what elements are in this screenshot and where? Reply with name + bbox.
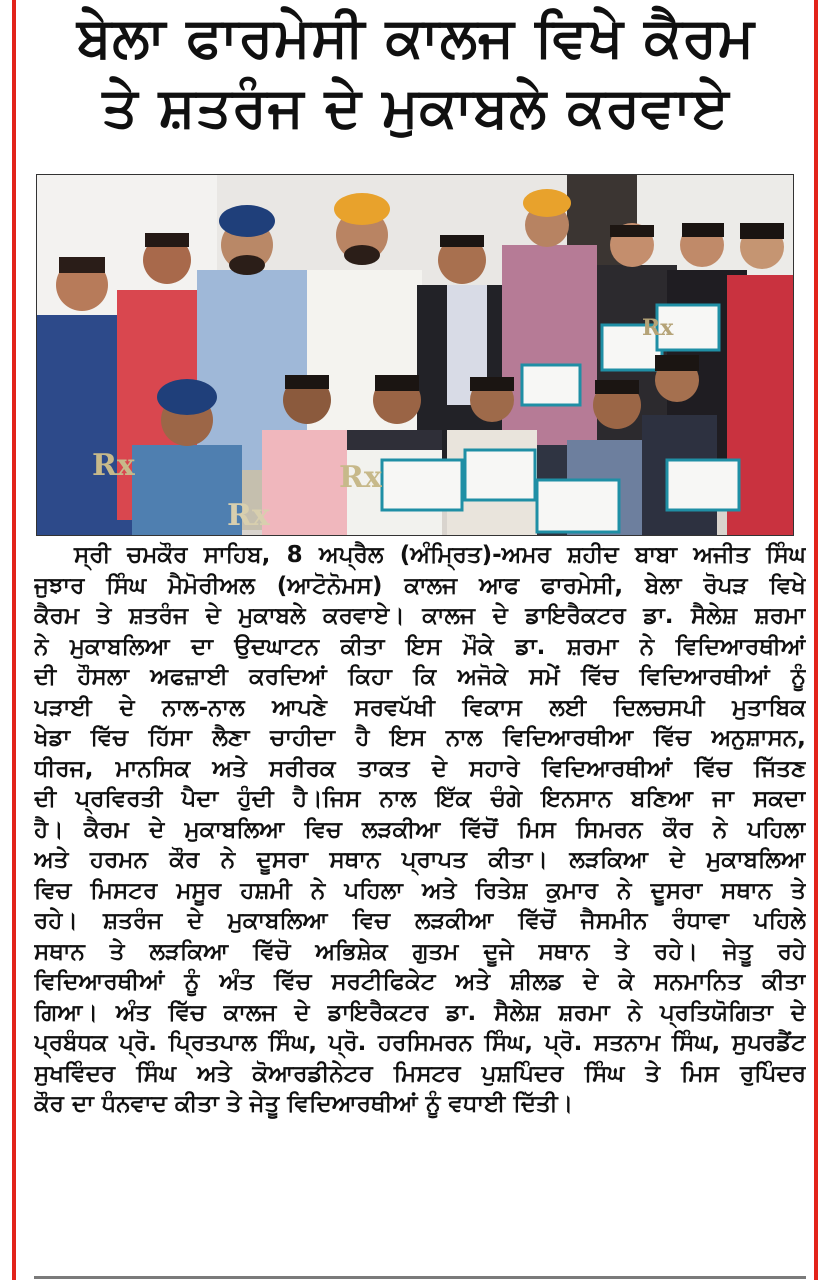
article-word: ਸੈਲੇਸ਼ — [690, 603, 738, 629]
article-word: ਵਿੱਚ — [274, 969, 312, 995]
article-word: ਵਿਦਿਆਰਥੀਆ — [502, 725, 634, 751]
article-word: ਰੁਪਿੰਦਰ — [739, 1060, 806, 1087]
article-word: ਕਿਹਾ — [348, 664, 392, 690]
article-word: ਵਿਚ — [352, 908, 390, 934]
article-word: ਮੁਤਾਬਿਕ — [732, 694, 806, 721]
article-word: ਸ਼ਤਰੰਜ — [102, 908, 163, 934]
article-word: ਸਿੰਘ, — [671, 1030, 721, 1056]
article-word: ਦੀ — [34, 664, 57, 690]
article-word: ਮਸੂਰ — [176, 877, 222, 904]
article-word: ਕੀਤਾ। — [488, 847, 548, 873]
article-line — [34, 571, 806, 602]
article-line — [34, 998, 806, 1029]
article-word: ਦੇ — [187, 908, 203, 934]
article-word: ਸ਼ੀਲਡ — [510, 969, 563, 995]
placard-text-3: Rx — [339, 460, 382, 495]
headline — [22, 2, 810, 142]
article-word: ਧੀਰਜ, — [34, 755, 94, 782]
article-word: ਵਿਦਿਆਰਥੀਆਂ — [541, 755, 673, 782]
article-word: ਸ਼ਰਮਾ — [754, 603, 806, 629]
article-word: ਨੇ — [310, 877, 326, 904]
article-word: ਨੇ — [627, 999, 643, 1026]
article-word: ਡਾਇਰੈਕਟਰ — [327, 999, 429, 1026]
article-word: ਦੇ — [583, 969, 599, 995]
article-word: ਮੁਕਾਬਲਿਆ — [184, 816, 285, 843]
article-word: ਦੇ — [294, 999, 310, 1026]
article-word: ਪ੍ਰਾਪਤ — [401, 847, 468, 873]
article-word: ਮੁਕਾਬਲਿਆ — [69, 633, 170, 660]
article-word: ਵਿਦਿਆਰਥੀਆਂ — [639, 664, 770, 690]
article-word: ਕੁਮਾਰ — [546, 877, 599, 904]
article-word: ਅਭਿਸ਼ੇਕ — [315, 938, 388, 965]
news-photo — [36, 174, 794, 536]
article-word: ਮਿਸਟਰ — [393, 1060, 461, 1087]
page-border-left — [12, 0, 16, 1280]
article-word: ਰੋਪੜ — [703, 572, 748, 599]
article-word: ਵਿੱਚ — [168, 999, 206, 1026]
article-word: ਦੇ — [669, 847, 685, 873]
article-word: ਵਿੱਚੋ — [253, 938, 291, 965]
article-word: ਵਿੱਚੋਂ — [460, 816, 498, 843]
article-word: ਨੂੰ — [184, 969, 200, 995]
article-word: ਦੇ — [205, 603, 221, 629]
article-word: ਦੇ — [492, 603, 508, 629]
article-word: ਪੁਸ਼ਪਿੰਦਰ — [481, 1060, 564, 1087]
article-word: ਤੇ — [226, 1091, 250, 1117]
article-word: ਰਹੇ। — [34, 908, 78, 934]
article-word: ਚਮਕੌਰ — [126, 542, 188, 568]
article-word: ਨੇ — [617, 877, 632, 904]
article-word: ਪ੍ਰਤਿਯੋਗਿਤਾ — [659, 999, 773, 1026]
article-word: ਵਿਖੇ — [769, 572, 806, 599]
article-word: ਸਤਨਾਮ — [594, 1030, 661, 1056]
article-word: ਕਿ — [413, 664, 437, 690]
article-word: ਡਾ. — [446, 999, 477, 1026]
article-word: ਸਥਾਨ — [34, 938, 85, 965]
article-word: ਵਧਾਈ — [448, 1091, 514, 1117]
article-word: ਜਿੱਤਣ — [753, 755, 806, 782]
article-word: ਕੈਰਮ — [83, 816, 129, 843]
article-word: ਕੀਤਾ — [174, 1091, 227, 1117]
article-word: ਵਿਦਿਆਰਥੀਆਂ — [287, 1091, 426, 1117]
article-word: ਅਪ੍ਰੈਲ — [319, 542, 384, 568]
article-line — [34, 815, 806, 846]
article-word: ਦਾ — [191, 633, 213, 660]
article-word: ਬਣਿਆ — [631, 786, 693, 812]
article-word: ਸਥਾਨ — [721, 877, 772, 904]
article-word: ਲਈ — [549, 694, 587, 721]
article-word: ਨੂੰ — [790, 664, 806, 690]
article-word: ਦਿਲਚਸਪੀ — [613, 694, 705, 721]
article-word: ਸਥਾਨ — [329, 847, 381, 873]
article-line — [34, 693, 806, 724]
article-word: ਉਦਘਾਟਨ — [234, 633, 320, 660]
article-word: ਚਾਹੀਦਾ — [269, 725, 335, 751]
article-word: ਸਿਮਰਨ — [576, 816, 643, 843]
article-word: ਆਪਣੇ — [272, 694, 328, 721]
article-word: ਗਿਆ। — [34, 999, 98, 1026]
article-word: ਕੌਰ — [169, 847, 200, 873]
article-word: ਸ਼ਹੀਦ — [567, 542, 619, 568]
article-word: (ਆਟੋਨੋਮਸ) — [276, 572, 383, 599]
article-word: ਕਰਦਿਆਂ — [249, 664, 327, 690]
article-word: ਮਿਸਟਰ — [90, 877, 158, 904]
article-word: ਹੈ।ਜਿਸ — [293, 786, 361, 812]
article-word: ਜੇਤੂ — [249, 1091, 288, 1117]
article-word: ਡਾ. — [643, 603, 674, 629]
article-word: ਦੇ — [790, 999, 806, 1026]
article-word: ਵਿੱਚ — [90, 725, 128, 751]
article-word: ਇਸ — [406, 633, 442, 660]
article-word: ਆਫ — [479, 572, 520, 599]
article-word: ਹੁੰਦੀ — [237, 786, 274, 812]
article-word: ਕੋਆਰਡੀਨੇਟਰ — [252, 1060, 373, 1087]
article-word: (ਅੰਮ੍ਰਿਤ)-ਅਮਰ — [399, 542, 551, 568]
article-line — [34, 723, 806, 754]
article-word: ਦਿੱਤੀ। — [513, 1091, 574, 1117]
article-word: ਅਜੀਤ — [693, 542, 750, 568]
article-word: ਜਾ — [712, 786, 734, 812]
article-word: ਵਿੱਚ — [694, 755, 732, 782]
placard-text-2: Rx — [227, 498, 270, 533]
article-word: ਅਤੇ — [421, 877, 457, 904]
article-word: ਅਜੋਕੇ — [457, 664, 508, 690]
article-word: ਦੇ — [119, 694, 135, 721]
article-word: ਕੀਤਾ — [762, 969, 806, 995]
article-word: ਮੁਕਾਬਲਿਆ — [227, 908, 328, 934]
article-word: ਮੌਕੇ — [462, 633, 494, 660]
article-word: ਲੜਕੀਆ — [414, 908, 494, 934]
article-line — [34, 1089, 806, 1120]
article-word: ਮੁਕਾਬਲਿਆ — [706, 847, 806, 873]
article-word: ਕੌਰ — [34, 1091, 72, 1117]
page-border-right — [814, 0, 818, 1280]
article-word: ਡਾ. — [515, 633, 546, 660]
article-word: ਕਾਲਜ — [223, 999, 277, 1026]
article-word: ਪ੍ਰੋ. — [544, 1030, 583, 1056]
article-word: ਲੜਕਿਆ — [149, 938, 229, 965]
article-word: ਤੇ — [96, 603, 112, 629]
article-line — [34, 540, 806, 571]
article-line — [34, 601, 806, 632]
article-word: ਹੈ — [355, 725, 370, 751]
article-word: ਨੇ — [639, 633, 655, 660]
article-word: ਪ੍ਰਬੰਧਕ — [34, 1030, 108, 1056]
article-word: ਸਰਟੀਫਿਕੇਟ — [331, 969, 436, 995]
article-word: ਸਿੰਘ — [136, 1060, 177, 1087]
article-word: ਰਹੇ — [777, 938, 806, 965]
article-word: ਚੰਗੇ — [490, 786, 522, 812]
article-word: ਪ੍ਰੋ. — [328, 1030, 367, 1056]
article-word: ਤਾਕਤ — [357, 755, 410, 782]
article-word: ਅੰਤ — [115, 999, 151, 1026]
article-word: ਹਿੱਸਾ — [148, 725, 192, 751]
article-word: ਬਾਬਾ — [635, 542, 677, 568]
article-word: ਮੁਕਾਬਲੇ — [238, 603, 306, 629]
article-word: ਸਿੰਘ, — [268, 1030, 317, 1056]
article-word: ਸੁਪਰਡੈਂਟ — [731, 1030, 806, 1056]
article-word: ਸ਼ਰਮਾ — [566, 633, 619, 660]
article-word: ਅੰਤ — [219, 969, 254, 995]
article-word: ਸਥਾਨ — [538, 938, 590, 965]
article-word: ਸ਼ਰਮਾ — [558, 999, 610, 1026]
article-word: ਪ੍ਰਿਤਪਾਲ — [168, 1030, 257, 1056]
article-word: ਤੇ — [645, 1060, 661, 1087]
article-word: ਪਹਿਲੇ — [753, 908, 806, 934]
article-word: ਮਾਨਸਿਕ — [115, 755, 191, 782]
article-word: ਸਮੇਂ — [529, 664, 560, 690]
placard-text-4: Rx — [642, 315, 674, 341]
article-word: ਵਿਚ — [304, 816, 342, 843]
article-word: ਇੱਕ — [435, 786, 472, 812]
article-word: ਸੁਖਵਿੰਦਰ — [34, 1060, 116, 1087]
article-word: ਹਰਸਿਮਰਨ — [377, 1030, 473, 1056]
article-word: ਧੰਨਵਾਦ — [101, 1091, 175, 1117]
next-line-cutoff — [34, 1272, 806, 1280]
article-word: ਨਾਲ — [379, 786, 417, 812]
article-word: ਸ਼ਤਰੰਜ — [128, 603, 189, 629]
article-word: ਵਿਕਾਸ — [462, 694, 522, 721]
article-word: ਸਨਮਾਨਿਤ — [654, 969, 742, 995]
article-word: ਬੇਲਾ — [645, 572, 682, 599]
article-line — [34, 784, 806, 815]
article-word: ਪ੍ਰਵਿਰਤੀ — [75, 786, 163, 812]
article-word: ਦੀ — [34, 786, 57, 812]
article-word: ਨੇ — [220, 847, 236, 873]
article-word: ਸਿੰਘ — [106, 572, 147, 599]
article-word: ਹੌਸਲਾ — [77, 664, 129, 690]
article-word: 8 — [286, 542, 303, 568]
article-word: ਦੂਸਰਾ — [650, 877, 703, 904]
article-word: ਲੈਣਾ — [212, 725, 250, 751]
article-word: ਮਿਸ — [681, 1060, 719, 1087]
article-line — [34, 967, 806, 998]
article-word: ਅਤੇ — [455, 969, 491, 995]
article-word: ਵਿੱਚੋਂ — [518, 908, 556, 934]
article-word: ਕੀਤਾ — [340, 633, 385, 660]
article-word: ਸੈਲੇਸ਼ — [494, 999, 541, 1026]
article-word: ਹਸ਼ਮੀ — [240, 877, 292, 904]
article-word: ਕਾਲਜ — [404, 572, 458, 599]
article-word: ਤੇ — [614, 938, 630, 965]
article-word: ਦਾ — [71, 1091, 102, 1117]
article-word: ਸਾਹਿਬ, — [203, 542, 271, 568]
article-word: ਅਨੁਸ਼ਾਸਨ, — [711, 725, 806, 751]
article-word: ਸਿੰਘ — [766, 542, 806, 568]
article-word: ਸਿੰਘ, — [484, 1030, 533, 1056]
article-word: ਸਿੰਘ — [584, 1060, 625, 1087]
article-word: ਡਾਇਰੈਕਟਰ — [525, 603, 626, 629]
placard-text-1: Rx — [92, 448, 135, 483]
article-word: ਕਰਵਾਏ। — [323, 603, 405, 629]
article-word: ਜੁਝਾਰ — [34, 572, 85, 599]
article-word: ਜੈਸਮੀਨ — [580, 908, 648, 934]
article-word: ਲੜਕੀਆ — [362, 816, 441, 843]
article-word: ਮਿਸ — [517, 816, 556, 843]
article-word: ਪੈਦਾ — [181, 786, 219, 812]
article-word: ਪ੍ਰੋ. — [119, 1030, 158, 1056]
headline-line-1: ਬੇਲਾ ਫਾਰਮੇਸੀ ਕਾਲਜ ਵਿਖੇ ਕੈਰਮ — [76, 5, 756, 69]
article-body — [34, 540, 806, 1120]
article-line — [34, 754, 806, 785]
article-word: ਖੇਡਾ — [34, 725, 71, 751]
article-word: ਕਾਲਜ — [422, 603, 476, 629]
headline-line-2: ਤੇ ਸ਼ਤਰੰਜ ਦੇ ਮੁਕਾਬਲੇ ਕਰਵਾਏ — [102, 75, 730, 139]
article-word: ਫਾਰਮੇਸੀ, — [541, 572, 624, 599]
article-word: ਨੇ — [34, 633, 49, 660]
article-line — [34, 1028, 806, 1059]
article-word: ਵਿਚ — [34, 877, 72, 904]
article-word: ਨੇ — [712, 816, 728, 843]
article-word: ਪਹਿਲਾ — [747, 816, 806, 843]
article-word: ਕੇ — [618, 969, 634, 995]
article-word: ਦੂਜੇ — [483, 938, 514, 965]
article-word: ਸਕਦਾ — [753, 786, 806, 812]
article-word: ਨਾਲ — [445, 725, 483, 751]
article-word: ਪੜਾਈ — [34, 694, 92, 721]
article-word: ਅਤੇ — [212, 755, 247, 782]
article-word: ਵਿਦਿਆਰਥੀਆਂ — [675, 633, 806, 660]
article-line — [34, 632, 806, 663]
article-word: ਤੇ — [791, 877, 806, 904]
article-line — [34, 906, 806, 937]
article-word: ਜੇਤੂ — [722, 938, 753, 965]
article-word: ਤੇ — [109, 938, 125, 965]
article-word: ਨੂੰ — [425, 1091, 449, 1117]
article-word: ਦੇ — [149, 816, 165, 843]
article-line — [34, 662, 806, 693]
article-word: ਨਾਲ-ਨਾਲ — [162, 694, 245, 721]
article-word: ਅਤੇ — [34, 847, 69, 873]
article-word: ਸਰੀਰਕ — [269, 755, 336, 782]
article-word: ਕੈਰਮ — [34, 603, 80, 629]
article-word: ਵਿਦਿਆਰਥੀਆਂ — [34, 969, 165, 995]
article-word: ਸਰਵਪੱਖੀ — [354, 694, 435, 721]
article-word: ਰੰਧਾਵਾ — [672, 908, 729, 934]
article-word: ਅਫਜ਼ਾਈ — [150, 664, 228, 690]
article-word: ਵਿੱਚ — [580, 664, 619, 690]
article-word: ਹਰਮਨ — [89, 847, 148, 873]
article-line — [34, 876, 806, 907]
article-word: ਸ੍ਰੀ — [74, 542, 111, 568]
article-word: ਵਿੱਚ — [653, 725, 691, 751]
article-word: ਰਹੇ। — [654, 938, 698, 965]
article-word: ਦੂਸਰਾ — [256, 847, 308, 873]
article-word: ਇਨਸਾਨ — [541, 786, 612, 812]
article-word: ਲੜਕਿਆ — [569, 847, 649, 873]
article-word: ਦੇ — [431, 755, 448, 782]
group-photo-illustration — [37, 175, 793, 535]
article-line — [34, 1059, 806, 1090]
article-word: ਸਹਾਰੇ — [469, 755, 520, 782]
article-word: ਇਸ — [390, 725, 426, 751]
article-word: ਗੁਤਮ — [412, 938, 459, 965]
article-line — [34, 845, 806, 876]
article-word: ਕੌਰ — [662, 816, 693, 843]
article-word: ਮੈਮੋਰੀਅਲ — [168, 572, 255, 599]
article-word: ਅਤੇ — [197, 1060, 232, 1087]
article-word: ਹੈ। — [34, 816, 64, 843]
article-line — [34, 937, 806, 968]
article-word: ਪਹਿਲਾ — [344, 877, 403, 904]
article-word: ਰਿਤੇਸ਼ — [475, 877, 528, 904]
